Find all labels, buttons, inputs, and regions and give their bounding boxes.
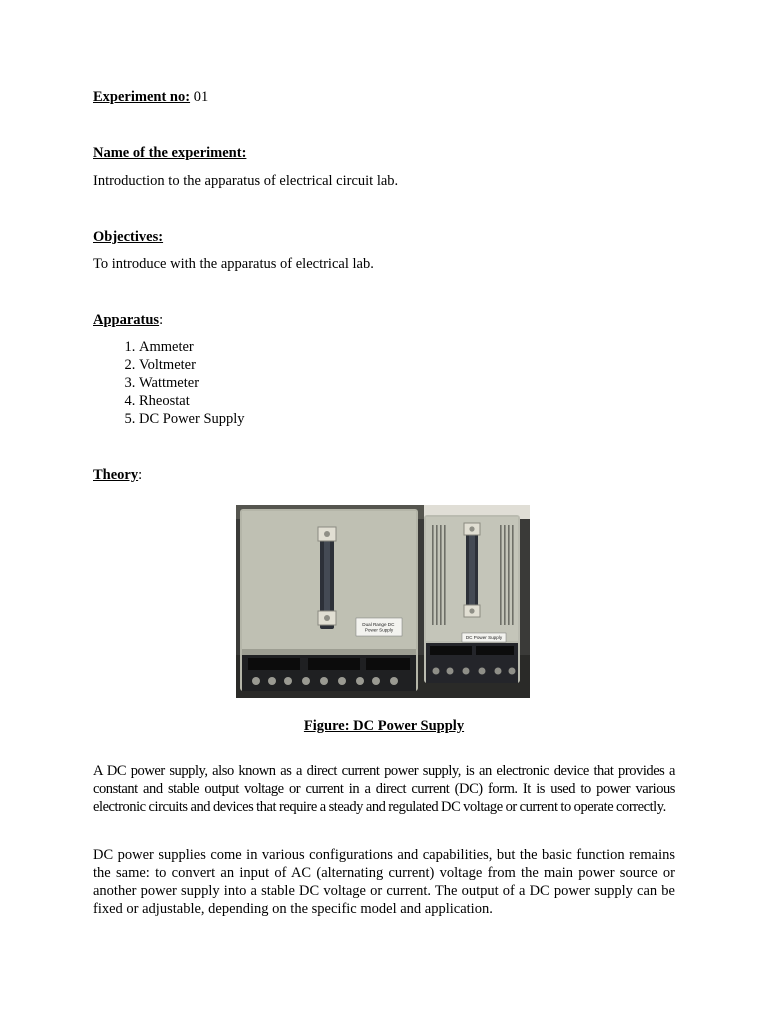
experiment-name-label: Name of the experiment: [93,145,247,161]
figure-caption: Figure: DC Power Supply [303,718,465,734]
experiment-number-label: Experiment no: [93,89,191,105]
experiment-name-heading [93,144,675,162]
theory-paragraph-2: DC power supplies come in various configurations and capabilities, but the basic function remains the same: to convert an input of AC (alternating current) voltage from the main power source or another power supply into a stable DC voltage or current. The output of a DC power supply can be fixed or adjustable, depending on the specific model and application. [93,847,675,917]
objectives-heading [93,228,675,246]
experiment-name-text: Introduction to the apparatus of electrical circuit lab. [93,173,399,189]
list-item: 1. Ammeter [139,338,675,356]
objectives-text: To introduce with the apparatus of electrical lab. [93,256,374,272]
list-item: 5. DC Power Supply [139,410,675,428]
theory-heading [93,466,675,484]
figure-label-left-line2: Power Supply [364,627,394,633]
experiment-number-value: 01 [193,89,209,105]
figure-label-right: DC Power Supply [465,635,503,640]
figure-label-left-line1: Dual Range DC [362,622,395,627]
apparatus-heading [93,311,675,329]
theory-colon: : [138,467,143,483]
apparatus-colon: : [159,312,164,328]
list-item: 4. Rheostat [139,392,675,410]
objectives-label: Objectives: [93,229,164,245]
theory-paragraph-1: A DC power supply, also known as a direct current power supply, is an electronic device that provides a constant and stable output voltage or current in a direct current (DC) form. It is used to power various electronic circuits and devices that require a steady and regulated DC voltage or current to operate correctly. [93,763,675,815]
list-item: 3. Wattmeter [139,374,675,392]
list-item: 2. Voltmeter [139,356,675,374]
experiment-number-line [93,88,675,106]
apparatus-list [93,338,675,428]
dc-power-supply-photo [236,505,530,698]
apparatus-list-block [93,338,675,428]
apparatus-label: Apparatus [93,312,160,328]
theory-label: Theory [93,467,139,483]
figure-label-left [362,622,395,633]
